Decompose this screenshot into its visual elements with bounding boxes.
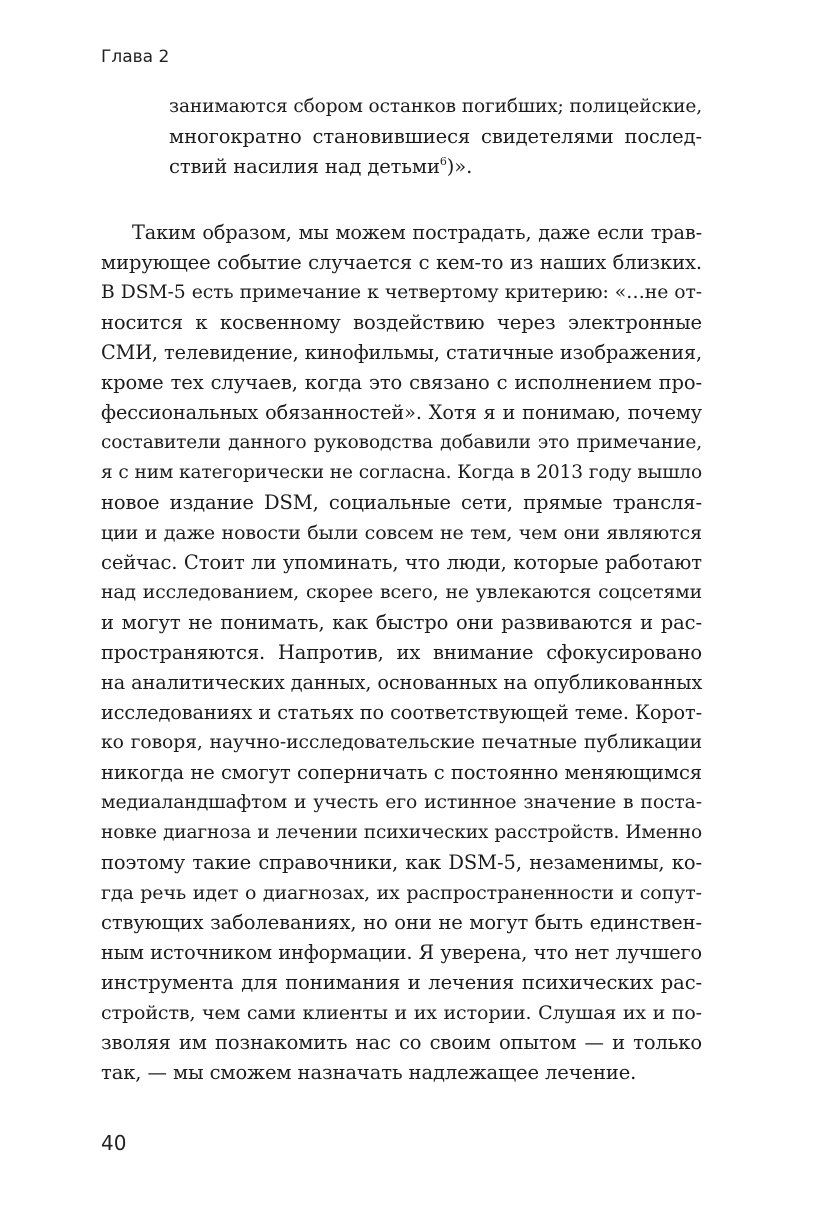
paragraph-line: В DSM-5 есть примечание к четвертому критерию: «…не от- <box>101 282 702 303</box>
paragraph-line: Таким образом, мы можем пострадать, даже если трав- <box>132 221 702 244</box>
paragraph-line: ко говоря, научно-исследовательские печатные публикации <box>101 732 702 753</box>
quote-line-text: ствий насилия над детьми <box>169 155 440 178</box>
paragraph-line: поэтому такие справочники, как DSM-5, незаменимы, ко- <box>101 851 702 874</box>
body-paragraph <box>101 218 702 1088</box>
paragraph-line: инструмента для понимания и лечения психических рас- <box>101 971 702 994</box>
paragraph-line: пространяются. Напротив, их внимание сфокусировано <box>101 641 702 664</box>
paragraph-line: зволяя им познакомить нас со своим опытом — и только <box>101 1031 702 1054</box>
page-number: 40 <box>101 1131 127 1155</box>
running-head: Глава 2 <box>101 47 170 67</box>
paragraph-line: гда речь идет о диагнозах, их распространенности и сопут- <box>101 882 702 904</box>
paragraph-line: медиаландшафтом и учесть его истинное значение в поста- <box>101 792 702 813</box>
paragraph-line: я с ним категорически не согласна. Когда в 2013 году вышло <box>101 462 702 483</box>
paragraph-line: ции и даже новости были совсем не тем, чем они являются <box>101 522 702 544</box>
paragraph-line: мирующее событие случается с кем-то из наших близких. <box>101 251 702 274</box>
paragraph-line: так, — мы сможем назначать надлежащее лечение. <box>101 1061 637 1084</box>
paragraph-line: кроме тех случаев, когда это связано с исполнением про- <box>101 371 702 394</box>
paragraph-line: над исследованием, скорее всего, не увлекаются соцсетями <box>101 582 702 603</box>
footnote-ref[interactable]: 6 <box>439 155 447 168</box>
quote-line: многократно становившиеся свидетелями послед- <box>169 125 702 148</box>
paragraph-line: ным источником информации. Я уверена, что нет лучшего <box>101 941 702 964</box>
paragraph-line: стройств, чем сами клиенты и их истории. Слушая их и по- <box>101 1002 702 1024</box>
paragraph-line: никогда не смогут соперничать с постоянно меняющимся <box>101 761 702 784</box>
quote-line-last <box>169 152 702 182</box>
block-quote <box>169 92 702 182</box>
paragraph-line: носится к косвенному воздействию через электронные <box>101 311 702 334</box>
paragraph-line: исследованиях и статьях по соответствующей теме. Корот- <box>101 701 702 724</box>
paragraph-line: сейчас. Стоит ли упоминать, что люди, которые работают <box>101 551 702 574</box>
paragraph-line: фессиональных обязанностей». Хотя я и понимаю, почему <box>101 401 702 424</box>
quote-closing: )». <box>446 155 473 178</box>
paragraph-line: новое издание DSM, социальные сети, прямые трансля- <box>101 491 702 514</box>
quote-line: занимаются сбором останков погибших; полицейские, <box>169 96 703 117</box>
paragraph-line: ствующих заболеваниях, но они не могут быть единствен- <box>101 911 702 934</box>
paragraph-line: составители данного руководства добавили это примечание, <box>101 432 702 453</box>
paragraph-line: новке диагноза и лечении психических расстройств. Именно <box>101 822 702 843</box>
paragraph-line: на аналитических данных, основанных на опубликованных <box>101 671 703 694</box>
paragraph-line: СМИ, телевидение, кинофильмы, статичные изображения, <box>101 341 702 364</box>
paragraph-line: и могут не понимать, как быстро они развиваются и рас- <box>101 611 702 634</box>
